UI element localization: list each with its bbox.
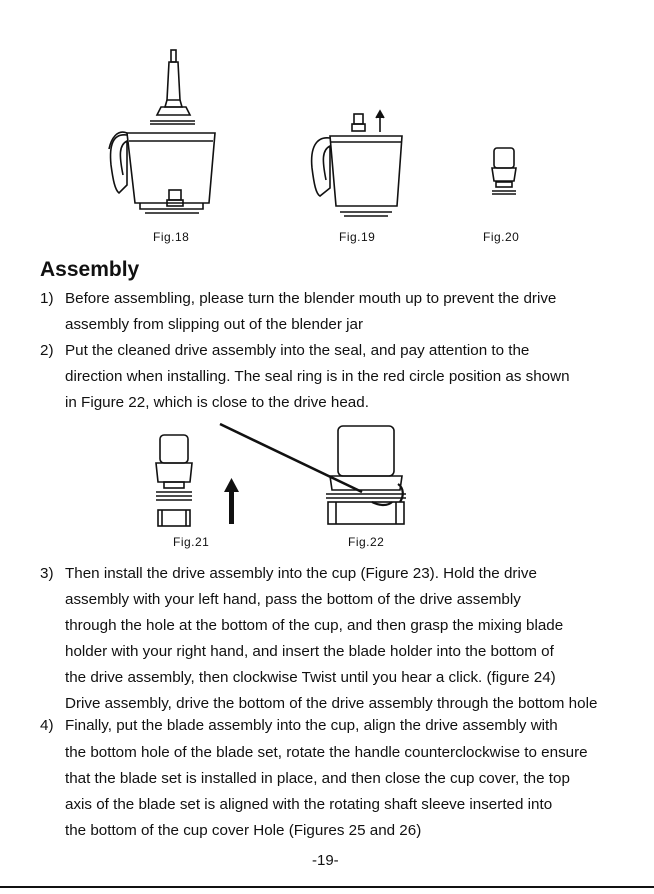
step-1-line: assembly from slipping out of the blender jar — [65, 316, 363, 333]
step-1-number: 1) — [40, 290, 54, 307]
fig18-label: Fig.18 — [153, 230, 190, 244]
page-number: -19- — [312, 852, 339, 869]
step-3-line: Drive assembly, drive the bottom of the drive assembly through the bottom hole — [65, 695, 598, 712]
fig19-label: Fig.19 — [339, 230, 376, 244]
step-4-line: the bottom of the cup cover Hole (Figures 25 and 26) — [65, 822, 422, 839]
step-2-line: in Figure 22, which is close to the drive head. — [65, 394, 369, 411]
step-3-number: 3) — [40, 565, 54, 582]
step-3-line: assembly with your left hand, pass the bottom of the drive assembly — [65, 591, 521, 608]
step-2-number: 2) — [40, 342, 54, 359]
step-3-line: holder with your right hand, and insert the blade holder into the bottom of — [65, 643, 554, 660]
fig20-illustration — [486, 145, 526, 203]
step-4-line: that the blade set is installed in place, and then close the cup cover, the top — [65, 770, 570, 787]
bottom-rule — [0, 886, 654, 888]
step-4-line: Finally, put the blade assembly into the cup, align the drive assembly with — [65, 717, 558, 734]
fig18-illustration — [105, 45, 225, 220]
step-3-line: through the hole at the bottom of the cup, and then grasp the mixing blade — [65, 617, 564, 634]
fig20-label: Fig.20 — [483, 230, 520, 244]
step-3-line: the drive assembly, then clockwise Twist until you hear a click. (figure 24) — [65, 669, 556, 686]
fig19-illustration — [300, 108, 410, 220]
step-1-line: Before assembling, please turn the blender mouth up to prevent the drive — [65, 290, 557, 307]
step-4-line: the bottom hole of the blade set, rotate the handle counterclockwise to ensure — [65, 744, 588, 761]
step-3-line: Then install the drive assembly into the cup (Figure 23). Hold the drive — [65, 565, 537, 582]
section-heading: Assembly — [40, 258, 140, 281]
step-4-number: 4) — [40, 717, 54, 734]
fig21-label: Fig.21 — [173, 535, 210, 549]
step-2-line: direction when installing. The seal ring is in the red circle position as shown — [65, 368, 570, 385]
fig22-label: Fig.22 — [348, 535, 385, 549]
fig22-illustration — [212, 418, 412, 533]
step-4-line: axis of the blade set is aligned with the rotating shaft sleeve inserted into — [65, 796, 553, 813]
step-2-line: Put the cleaned drive assembly into the seal, and pay attention to the — [65, 342, 530, 359]
